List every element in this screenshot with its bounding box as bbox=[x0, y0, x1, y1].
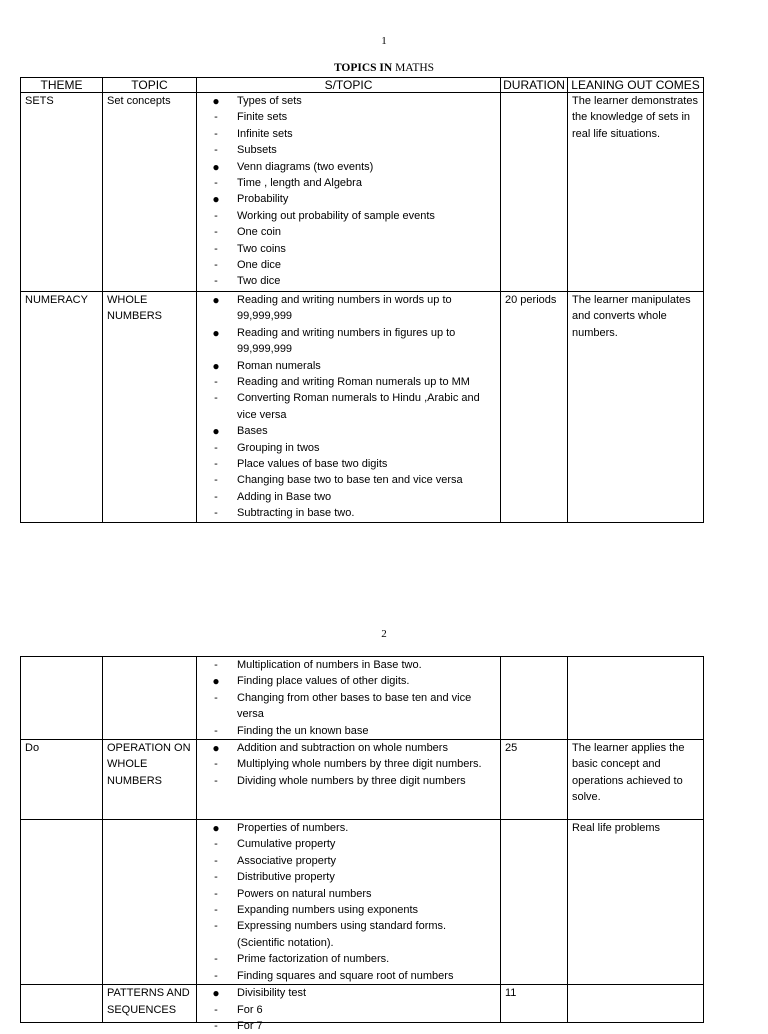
dash-marker: - bbox=[214, 774, 218, 787]
bullet-marker: ● bbox=[212, 325, 220, 340]
outcome-cell: Real life problems bbox=[568, 820, 704, 985]
outcome-cell bbox=[568, 985, 704, 1023]
subtopic-item bbox=[201, 489, 496, 505]
dash-marker: - bbox=[214, 275, 218, 288]
subtopic-item bbox=[201, 673, 496, 689]
subtopic-item bbox=[201, 159, 496, 175]
subtopic-text: Changing base two to base ten and vice versa bbox=[237, 474, 463, 487]
dash-marker: - bbox=[214, 490, 218, 503]
subtopic-text: Finding place values of other digits. bbox=[237, 675, 410, 688]
title-rest: MATHS bbox=[392, 62, 435, 74]
page-number-1: 1 bbox=[381, 35, 387, 47]
table-row bbox=[21, 657, 704, 740]
subtopic-cell bbox=[197, 292, 501, 523]
topics-table-page-2 bbox=[20, 656, 704, 1032]
subtopic-item bbox=[201, 358, 496, 374]
subtopic-text: Prime factorization of numbers. bbox=[237, 953, 390, 966]
outcome-cell: The learner manipulates and converts whole numbers. bbox=[568, 292, 704, 523]
dash-marker: - bbox=[214, 177, 218, 190]
title-bold: TOPICS IN bbox=[333, 62, 393, 74]
dash-marker: - bbox=[214, 144, 218, 157]
dash-marker: - bbox=[214, 904, 218, 917]
subtopic-list bbox=[201, 292, 496, 522]
subtopic-item bbox=[201, 740, 496, 756]
dash-marker: - bbox=[214, 854, 218, 867]
dash-marker: - bbox=[214, 887, 218, 900]
header-subtopic: S/TOPIC bbox=[197, 78, 501, 93]
dash-marker: - bbox=[214, 226, 218, 239]
subtopic-item bbox=[201, 820, 496, 836]
subtopic-text: Infinite sets bbox=[237, 127, 293, 140]
subtopic-text: Two coins bbox=[237, 242, 286, 255]
page-title bbox=[0, 62, 768, 74]
subtopic-item bbox=[201, 773, 496, 789]
subtopic-text: Reading and writing numbers in words up to 99,999,999 bbox=[237, 294, 452, 323]
subtopic-text: Finding squares and square root of numbers bbox=[237, 969, 454, 982]
subtopic-text: Multiplication of numbers in Base two. bbox=[237, 659, 422, 671]
bullet-marker: ● bbox=[212, 821, 220, 836]
subtopic-text: Converting Roman numerals to Hindu ,Arabic and vice versa bbox=[237, 392, 480, 421]
bullet-marker: ● bbox=[212, 159, 220, 174]
subtopic-item bbox=[201, 723, 496, 739]
bullet-marker: ● bbox=[212, 674, 220, 689]
subtopic-item bbox=[201, 93, 496, 109]
subtopic-item bbox=[201, 423, 496, 439]
subtopic-text: For 7 bbox=[237, 1019, 263, 1032]
subtopic-item bbox=[201, 390, 496, 423]
subtopic-item bbox=[201, 1002, 496, 1018]
dash-marker: - bbox=[214, 1019, 218, 1032]
subtopic-item bbox=[201, 175, 496, 191]
subtopic-text: Changing from other bases to base ten and vice versa bbox=[237, 691, 472, 721]
bullet-marker: ● bbox=[212, 94, 220, 108]
dash-marker: - bbox=[214, 441, 218, 454]
header-duration: DURATION bbox=[501, 78, 568, 93]
bullet-marker: ● bbox=[212, 986, 220, 1001]
dash-marker: - bbox=[214, 474, 218, 487]
dash-marker: - bbox=[214, 871, 218, 884]
subtopic-item bbox=[201, 208, 496, 224]
topic-cell: Set concepts bbox=[103, 93, 197, 292]
subtopic-text: Time , length and Algebra bbox=[237, 177, 362, 190]
theme-cell bbox=[21, 820, 103, 985]
bullet-marker: ● bbox=[212, 293, 220, 307]
duration-cell: 25 bbox=[501, 740, 568, 820]
topic-text: PATTERNS AND SEQUENCES bbox=[107, 987, 190, 1016]
subtopic-text: Cumulative property bbox=[237, 838, 336, 851]
subtopic-text: Probability bbox=[237, 193, 289, 206]
subtopic-item bbox=[201, 1018, 496, 1034]
subtopic-text: Working out probability of sample events bbox=[237, 209, 435, 222]
theme-cell: Do bbox=[21, 740, 103, 820]
dash-marker: - bbox=[214, 376, 218, 389]
header-theme: THEME bbox=[21, 78, 103, 93]
subtopic-list bbox=[201, 93, 496, 290]
table-row bbox=[21, 93, 704, 292]
theme-cell: SETS bbox=[21, 93, 103, 292]
subtopic-item bbox=[201, 472, 496, 488]
subtopic-text: Roman numerals bbox=[237, 359, 321, 372]
subtopic-text: Types of sets bbox=[237, 95, 302, 107]
dash-marker: - bbox=[214, 758, 218, 771]
bullet-marker: ● bbox=[212, 424, 220, 439]
subtopic-item bbox=[201, 869, 496, 885]
subtopic-item bbox=[201, 918, 496, 951]
subtopic-item bbox=[201, 690, 496, 723]
subtopic-text: Associative property bbox=[237, 854, 337, 867]
dash-marker: - bbox=[214, 127, 218, 140]
subtopic-text: Subtracting in base two. bbox=[237, 507, 355, 520]
duration-cell bbox=[501, 820, 568, 985]
subtopic-item bbox=[201, 126, 496, 142]
dash-marker: - bbox=[214, 259, 218, 272]
subtopic-cell bbox=[197, 657, 501, 740]
outcome-text bbox=[572, 985, 699, 1022]
subtopic-text: Multiplying whole numbers by three digit numbers. bbox=[237, 758, 482, 771]
header-outcomes: LEANING OUT COMES bbox=[568, 78, 704, 93]
bullet-marker: ● bbox=[212, 741, 220, 756]
dash-marker: - bbox=[214, 691, 218, 704]
bullet-marker: ● bbox=[212, 358, 220, 373]
dash-marker: - bbox=[214, 1003, 218, 1016]
subtopic-text: Venn diagrams (two events) bbox=[237, 160, 374, 173]
topic-cell bbox=[103, 657, 197, 740]
duration-cell bbox=[501, 985, 568, 1023]
theme-cell bbox=[21, 985, 103, 1023]
page-number-2: 2 bbox=[381, 628, 387, 640]
duration-cell bbox=[501, 657, 568, 740]
subtopic-item bbox=[201, 142, 496, 158]
subtopic-text: Grouping in twos bbox=[237, 441, 320, 454]
subtopic-text: Expanding numbers using exponents bbox=[237, 904, 419, 917]
dash-marker: - bbox=[214, 920, 218, 933]
dash-marker: - bbox=[214, 659, 218, 671]
subtopic-item bbox=[201, 505, 496, 521]
subtopic-item bbox=[201, 985, 496, 1001]
subtopic-text: One coin bbox=[237, 226, 282, 239]
header-row bbox=[21, 78, 704, 93]
subtopic-text: Adding in Base two bbox=[237, 490, 332, 503]
subtopic-item bbox=[201, 902, 496, 918]
subtopic-cell bbox=[197, 93, 501, 292]
subtopic-item bbox=[201, 257, 496, 273]
table-row bbox=[21, 292, 704, 523]
subtopic-cell bbox=[197, 985, 501, 1032]
theme-cell: NUMERACY bbox=[21, 292, 103, 523]
outcome-cell: The learner demonstrates the knowledge of sets in real life situations. bbox=[568, 93, 704, 292]
subtopic-text: Powers on natural numbers bbox=[237, 887, 372, 900]
subtopic-list bbox=[201, 740, 496, 789]
subtopic-text: Finite sets bbox=[237, 111, 288, 124]
dash-marker: - bbox=[214, 209, 218, 222]
subtopic-text: Subsets bbox=[237, 144, 277, 157]
subtopic-text: Finding the un known base bbox=[237, 724, 369, 737]
dash-marker: - bbox=[214, 969, 218, 982]
dash-marker: - bbox=[214, 111, 218, 124]
bullet-marker: ● bbox=[212, 192, 220, 207]
subtopic-item bbox=[201, 241, 496, 257]
subtopic-item bbox=[201, 325, 496, 358]
subtopic-item bbox=[201, 224, 496, 240]
table-row bbox=[21, 985, 704, 1023]
subtopic-list bbox=[201, 985, 496, 1034]
subtopic-text: Place values of base two digits bbox=[237, 458, 388, 471]
table-row bbox=[21, 820, 704, 985]
subtopic-list bbox=[201, 657, 496, 739]
subtopic-text: For 6 bbox=[237, 1003, 263, 1016]
theme-text bbox=[25, 985, 98, 1022]
subtopic-text: Divisibility test bbox=[237, 987, 307, 1000]
dash-marker: - bbox=[214, 838, 218, 851]
topics-table-page-1 bbox=[20, 77, 704, 523]
duration-cell bbox=[501, 93, 568, 292]
subtopic-cell bbox=[197, 820, 501, 985]
subtopic-item bbox=[201, 853, 496, 869]
topic-cell: OPERATION ON WHOLE NUMBERS bbox=[103, 740, 197, 820]
subtopic-text: Dividing whole numbers by three digit numbers bbox=[237, 774, 466, 787]
subtopic-text: Reading and writing numbers in figures up to 99,999,999 bbox=[237, 326, 456, 356]
subtopic-cell bbox=[197, 740, 501, 820]
duration-cell: 20 periods bbox=[501, 292, 568, 523]
subtopic-item bbox=[201, 374, 496, 390]
subtopic-text: Addition and subtraction on whole numbers bbox=[237, 742, 448, 755]
outcome-cell: The learner applies the basic concept and operations achieved to solve. bbox=[568, 740, 704, 820]
subtopic-clip bbox=[201, 985, 496, 1032]
subtopic-item bbox=[201, 109, 496, 125]
topic-cell bbox=[103, 820, 197, 985]
table-row bbox=[21, 740, 704, 820]
subtopic-text: Bases bbox=[237, 425, 268, 438]
topic-cell: WHOLE NUMBERS bbox=[103, 292, 197, 523]
subtopic-text: Reading and writing Roman numerals up to MM bbox=[237, 376, 470, 389]
dash-marker: - bbox=[214, 392, 218, 405]
dash-marker: - bbox=[214, 953, 218, 966]
subtopic-text: Distributive property bbox=[237, 871, 335, 884]
dash-marker: - bbox=[214, 458, 218, 471]
subtopic-text: Expressing numbers using standard forms. (Scientific notation). bbox=[237, 920, 447, 949]
dash-marker: - bbox=[214, 507, 218, 520]
subtopic-text: Properties of numbers. bbox=[237, 822, 349, 835]
duration-text: 11 bbox=[505, 987, 517, 1000]
subtopic-item bbox=[201, 886, 496, 902]
subtopic-item bbox=[201, 292, 496, 325]
subtopic-item bbox=[201, 440, 496, 456]
subtopic-item bbox=[201, 836, 496, 852]
subtopic-item bbox=[201, 951, 496, 967]
subtopic-item bbox=[201, 273, 496, 289]
topic-cell bbox=[103, 985, 197, 1023]
header-topic: TOPIC bbox=[103, 78, 197, 93]
outcome-cell bbox=[568, 657, 704, 740]
subtopic-item bbox=[201, 657, 496, 673]
theme-cell bbox=[21, 657, 103, 740]
subtopic-item bbox=[201, 191, 496, 207]
subtopic-list bbox=[201, 820, 496, 984]
dash-marker: - bbox=[214, 242, 218, 255]
subtopic-text: One dice bbox=[237, 259, 282, 272]
subtopic-item bbox=[201, 968, 496, 984]
subtopic-item bbox=[201, 456, 496, 472]
subtopic-item bbox=[201, 756, 496, 772]
subtopic-text: Two dice bbox=[237, 275, 281, 288]
dash-marker: - bbox=[214, 724, 218, 737]
